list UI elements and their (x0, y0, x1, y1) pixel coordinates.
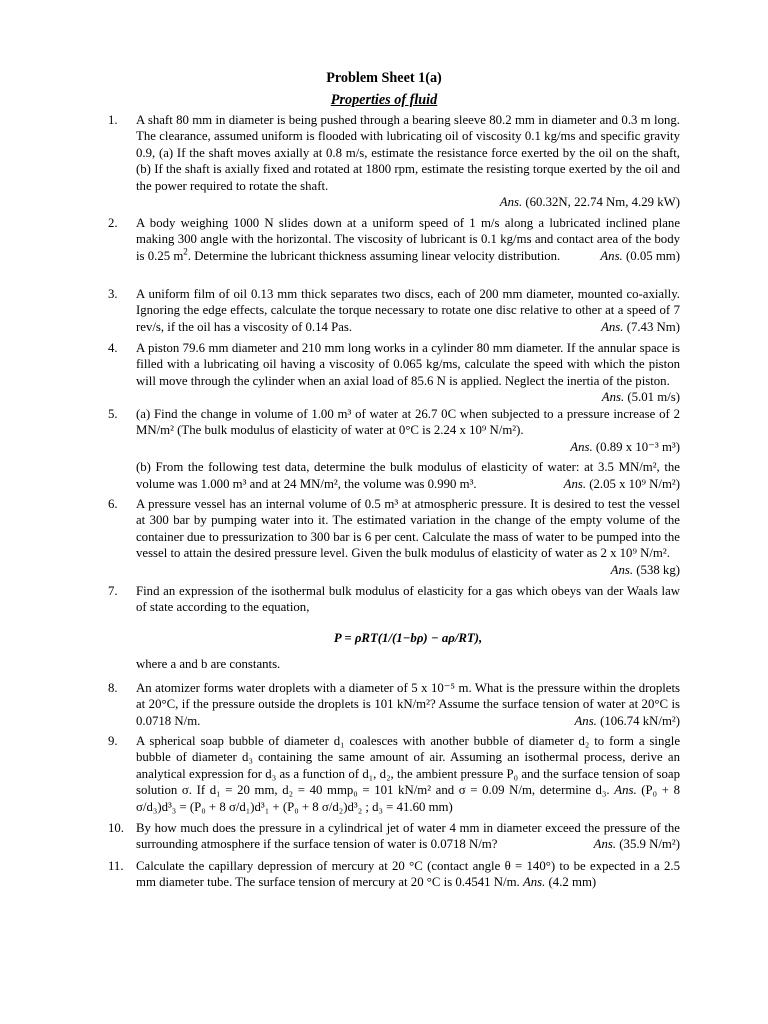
problem-text-continued: . Determine the lubricant thickness assuming linear velocity distribution. (187, 248, 561, 263)
answer-label: Ans. (601, 319, 624, 334)
problem-text: A pressure vessel has an internal volume of 0.5 m³ at atmospheric pressure. It is desired to test the vessel at 300 bar by pumping water into it. The estimated variation in the change of the empty volume of the container due to pressurization to 300 bar is 6 per cent. Calculate the mass of water to be pumped into the vessel to attain the desired pressure level. Given the bulk modulus of elasticity of water as 2 x 10⁹ N/m². (136, 497, 680, 561)
problem-number: 6. (108, 497, 118, 511)
problem-4 (108, 340, 680, 406)
problem-11 (108, 858, 680, 891)
superscript: 2 (183, 246, 188, 257)
problem-text: An atomizer forms water droplets with a diameter of 5 x 10⁻⁵ m. What is the pressure within the droplets at 20°C, if the pressure outside the droplets is 101 kN/m²? Assume the surface tension of water at 20°C is 0.0718 N/m. (136, 681, 680, 728)
answer-label: Ans. (563, 476, 587, 491)
answer-label: Ans. (614, 783, 637, 798)
problem-number: 1. (108, 113, 118, 127)
problem-number: 8. (108, 681, 118, 695)
problem-text: A uniform film of oil 0.13 mm thick separates two discs, each of 200 mm diameter, mounted co-axially. Ignoring the edge effects, calculate the torque necessary to rotate one disc relative to other at a speed of 7 rev/s, if the oil has a viscosity of 0.14 Pas. (136, 287, 680, 334)
problem-7 (108, 583, 680, 673)
answer-text: (0.05 mm) (625, 248, 680, 263)
problem-2 (108, 215, 680, 264)
sheet-subtitle: Properties of fluid (330, 92, 438, 108)
answer-text: (7.43 Nm) (626, 319, 680, 334)
problem-3 (108, 286, 680, 335)
answer-text: (35.9 N/m²) (619, 837, 680, 852)
problem-number: 9. (108, 734, 118, 748)
problem-number: 5. (108, 407, 118, 421)
problem-text: By how much does the pressure in a cylindrical jet of water 4 mm in diameter exceed the pressure of the surrounding atmosphere if the surface tension of water is 0.0718 N/m? (136, 821, 680, 852)
problem-text: Find an expression of the isothermal bulk modulus of elasticity for a gas which obeys van der Waals law of state according to the equation, (136, 584, 680, 615)
problem-number: 4. (108, 341, 118, 355)
problem-text-after: where a and b are constants. (136, 657, 281, 672)
answer-text: (2.05 x 10⁹ N/m²) (589, 476, 680, 491)
answer-label: Ans. (570, 439, 593, 454)
answer-label: Ans. (499, 195, 523, 210)
problem-text: A body weighing 1000 N slides down at a uniform speed of 1 m/s along a lubricated inclined plane making 300 angle with the horizontal. The viscosity of lubricant is 0.1 kg/ms and contact area of the body is 0.25 m (136, 216, 680, 263)
problem-number: 2. (108, 216, 118, 230)
answer-text: (4.2 mm) (548, 875, 597, 890)
problem-5 (108, 406, 680, 492)
answer-text: (0.89 x 10⁻³ m³) (595, 439, 680, 454)
answer-text: (60.32N, 22.74 Nm, 4.29 kW) (525, 195, 680, 210)
problem-number: 11. (108, 859, 124, 873)
problem-number: 7. (108, 584, 118, 598)
problem-6 (108, 496, 680, 578)
answer-text: (P₀ + 8 σ/d₃)d³₃ = (P₀ + 8 σ/d₁)d³₁ + (P₀ + 8 σ/d₂)d³₂ ; d₃ = 41.60 mm) (136, 783, 681, 814)
problem-part-b: (b) From the following test data, determine the bulk modulus of elasticity of water: at 3.5 MN/m², the volume was 1.000 m³ and at 24 MN/m², the volume was 0.990 m³. (136, 460, 680, 491)
answer-label: Ans. (593, 837, 617, 852)
sheet-title: Problem Sheet 1(a) (326, 70, 442, 86)
problem-9 (108, 733, 680, 815)
problem-1 (108, 112, 680, 210)
answer-label: Ans. (601, 390, 625, 405)
answer-label: Ans. (574, 713, 597, 728)
van-der-waals-equation: P = ρRT(1/(1−bρ) − aρ/RT), (333, 630, 483, 645)
problem-number: 10. (108, 821, 124, 835)
answer-text: (538 kg) (636, 562, 680, 577)
answer-text: (5.01 m/s) (627, 390, 680, 405)
answer-label: Ans. (610, 562, 634, 577)
problem-text: A piston 79.6 mm diameter and 210 mm long works in a cylinder 80 mm diameter. If the annular space is filled with a lubricating oil having a viscosity of 0.065 kg/ms, calculate the speed with which the piston will move through the cylinder when an axial load of 85.6 N is applied. Neglect the inertia of the piston. (136, 341, 680, 388)
problem-part-a: (a) Find the change in volume of 1.00 m³ of water at 26.7 0C when subjected to a pressure increase of 2 MN/m² (The bulk modulus of elasticity of water at 0°C is 2.24 x 10⁹ N/m²). (136, 407, 680, 438)
problem-8 (108, 680, 680, 729)
problem-text: Calculate the capillary depression of mercury at 20 °C (contact angle θ = 140°) to be expected in a 2.5 mm diameter tube. The surface tension of mercury at 20 °C is 0.4541 N/m. (136, 859, 680, 890)
problem-text: A shaft 80 mm in diameter is being pushed through a bearing sleeve 80.2 mm in diameter and 0.3 m long. The clearance, assumed uniform is flooded with lubricating oil of viscosity 0.1 kg/ms and specific gravity 0.9, (a) If the shaft moves axially at 0.8 m/s, estimate the resistance force exerted by the oil on the shaft, (b) If the shaft is axially fixed and rotated at 1800 rpm, estimate the resisting torque exerted by the oil and the power required to rotate the shaft. (136, 113, 680, 193)
problem-number: 3. (108, 287, 118, 301)
problem-text: A spherical soap bubble of diameter d₁ coalesces with another bubble of diameter d₂ to form a single bubble of diameter d₃ containing the same amount of air. Assuming an isothermal process, derive an analytical expression for d₃ as a function of d₁, d₂, the ambient pressure P₀ and the surface tension of soap solution σ. If d₁ = 20 mm, d₂ = 40 mmp₀ = 101 kN/m² and σ = 0.09 N/m, determine d₃. (136, 734, 680, 798)
answer-label: Ans. (600, 248, 623, 263)
answer-text: (106.74 kN/m²) (600, 713, 680, 728)
problem-10 (108, 820, 680, 853)
answer-label: Ans. (522, 875, 546, 890)
